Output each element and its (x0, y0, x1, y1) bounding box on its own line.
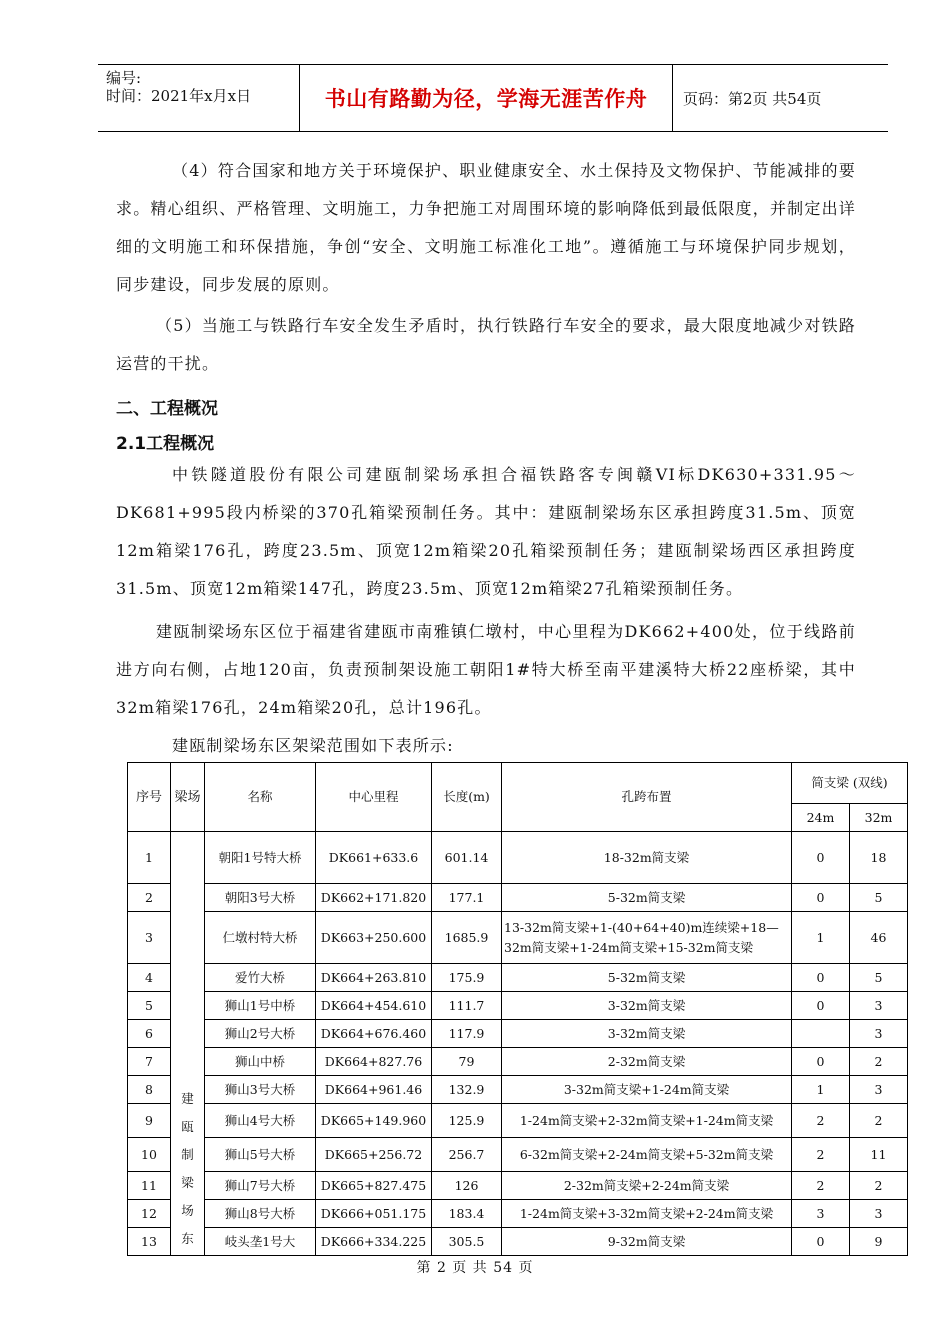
cell-mileage: DK665+256.72 (316, 1138, 432, 1172)
cell-mileage: DK662+171.820 (316, 884, 432, 912)
header-32m: 32m (850, 804, 908, 832)
cell-span: 2-32m简支梁 (502, 1048, 792, 1076)
cell-no: 4 (128, 964, 171, 992)
cell-name: 朝阳1号特大桥 (205, 832, 316, 884)
table-row (128, 1076, 908, 1104)
cell-name: 狮山7号大桥 (205, 1172, 316, 1200)
cell-name: 朝阳3号大桥 (205, 884, 316, 912)
cell-length: 183.4 (432, 1200, 502, 1228)
section-heading-2-1: 2.1工程概况 (116, 434, 215, 454)
cell-length: 1685.9 (432, 912, 502, 964)
header-length: 长度(m) (432, 763, 502, 832)
cell-mileage: DK666+334.225 (316, 1228, 432, 1256)
header-page-info: 页码：第2页 共54页 (683, 89, 822, 108)
cell-mileage: DK661+633.6 (316, 832, 432, 884)
cell-span: 13-32m简支梁+1-(40+64+40)m连续梁+18—32m简支梁+1-24m简支梁+15-32m简支梁 (502, 912, 792, 964)
cell-length: 175.9 (432, 964, 502, 992)
cell-mileage: DK666+051.175 (316, 1200, 432, 1228)
cell-length: 125.9 (432, 1104, 502, 1138)
cell-mileage: DK664+454.610 (316, 992, 432, 1020)
table-row (128, 964, 908, 992)
cell-span: 18-32m简支梁 (502, 832, 792, 884)
section-heading-2: 二、工程概况 (116, 399, 218, 419)
cell-name: 狮山2号大桥 (205, 1020, 316, 1048)
cell-24m: 2 (792, 1104, 850, 1138)
cell-32m: 3 (850, 992, 908, 1020)
cell-32m: 2 (850, 1104, 908, 1138)
cell-no: 6 (128, 1020, 171, 1048)
cell-span: 5-32m简支梁 (502, 964, 792, 992)
cell-24m: 2 (792, 1138, 850, 1172)
cell-no: 3 (128, 912, 171, 964)
cell-32m: 3 (850, 1076, 908, 1104)
paragraph-4: （4）符合国家和地方关于环境保护、职业健康安全、水土保持及文物保护、节能减排的要求。精心组织、严格管理、文明施工，力争把施工对周围环境的影响降低到最低限度，并制定出详细的文明施工和环保措施，争创“安全、文明施工标准化工地”。遵循施工与环境保护同步规划，同步建设，同步发展的原则。 (116, 161, 856, 294)
table-row (128, 992, 908, 1020)
header-motto: 书山有路勤为径，学海无涯苦作舟 (300, 65, 673, 131)
cell-32m: 5 (850, 964, 908, 992)
table-row (128, 1048, 908, 1076)
cell-mileage: DK665+149.960 (316, 1104, 432, 1138)
table-row (128, 1020, 908, 1048)
cell-24m: 2 (792, 1172, 850, 1200)
header-simple-beam: 简支梁 (双线) (792, 763, 908, 804)
cell-24m: 0 (792, 1048, 850, 1076)
table-row (128, 884, 908, 912)
paragraph-5: （5）当施工与铁路行车安全发生矛盾时，执行铁路行车安全的要求，最大限度地减少对铁路运营的干扰。 (116, 316, 856, 373)
cell-24m: 0 (792, 964, 850, 992)
cell-span: 3-32m简支梁 (502, 992, 792, 1020)
table-row (128, 1228, 908, 1256)
cell-32m: 2 (850, 1172, 908, 1200)
cell-32m: 11 (850, 1138, 908, 1172)
table-body (128, 832, 908, 1256)
cell-length: 117.9 (432, 1020, 502, 1048)
cell-no: 12 (128, 1200, 171, 1228)
table-row (128, 912, 908, 964)
cell-24m: 1 (792, 1076, 850, 1104)
header-yard: 梁场 (171, 763, 205, 832)
date-label: 时间：2021年x月x日 (106, 87, 252, 105)
cell-32m: 9 (850, 1228, 908, 1256)
cell-no: 10 (128, 1138, 171, 1172)
cell-span: 9-32m简支梁 (502, 1228, 792, 1256)
cell-mileage: DK665+827.475 (316, 1172, 432, 1200)
cell-name: 狮山3号大桥 (205, 1076, 316, 1104)
table-caption: 建瓯制梁场东区架梁范围如下表所示: (172, 736, 454, 755)
cell-32m: 3 (850, 1200, 908, 1228)
cell-name: 狮山5号大桥 (205, 1138, 316, 1172)
cell-span: 3-32m简支梁+1-24m简支梁 (502, 1076, 792, 1104)
cell-name: 狮山4号大桥 (205, 1104, 316, 1138)
cell-24m (792, 1020, 850, 1048)
cell-32m: 18 (850, 832, 908, 884)
cell-24m: 1 (792, 912, 850, 964)
cell-no: 1 (128, 832, 171, 884)
cell-mileage: DK664+827.76 (316, 1048, 432, 1076)
intro-paragraph-1: 中铁隧道股份有限公司建瓯制梁场承担合福铁路客专闽赣VI标DK630+331.95～DK681+995段内桥梁的370孔箱梁预制任务。其中：建瓯制梁场东区承担跨度31.5m、顶宽12m箱梁176孔，跨度23.5m、顶宽12m箱梁20孔箱梁预制任务；建瓯制梁场西区承担跨度31.5m、顶宽12m箱梁147孔，跨度23.5m、顶宽12m箱梁27孔箱梁预制任务。 (116, 465, 856, 598)
cell-no: 13 (128, 1228, 171, 1256)
serial-label: 编号: (106, 69, 142, 87)
table-row (128, 1172, 908, 1200)
cell-32m: 5 (850, 884, 908, 912)
cell-32m: 3 (850, 1020, 908, 1048)
header-24m: 24m (792, 804, 850, 832)
cell-name: 狮山中桥 (205, 1048, 316, 1076)
cell-length: 132.9 (432, 1076, 502, 1104)
cell-no: 9 (128, 1104, 171, 1138)
cell-yard (171, 832, 205, 1256)
page-footer: 第 2 页 共 54 页 (416, 1260, 534, 1276)
cell-span: 1-24m简支梁+3-32m简支梁+2-24m简支梁 (502, 1200, 792, 1228)
intro-paragraph-2: 建瓯制梁场东区位于福建省建瓯市南雅镇仁墩村，中心里程为DK662+400处，位于线路前进方向右侧，占地120亩，负责预制架设施工朝阳1#特大桥至南平建溪特大桥22座桥梁，其中32m箱梁176孔，24m箱梁20孔，总计196孔。 (116, 622, 856, 717)
cell-32m: 2 (850, 1048, 908, 1076)
cell-length: 305.5 (432, 1228, 502, 1256)
header-meta (98, 65, 300, 131)
cell-24m: 0 (792, 884, 850, 912)
cell-name: 狮山1号中桥 (205, 992, 316, 1020)
cell-length: 256.7 (432, 1138, 502, 1172)
cell-length: 177.1 (432, 884, 502, 912)
page-header (98, 64, 888, 132)
header-name: 名称 (205, 763, 316, 832)
bridge-range-table (127, 762, 908, 1256)
cell-name: 仁墩村特大桥 (205, 912, 316, 964)
cell-span: 2-32m简支梁+2-24m简支梁 (502, 1172, 792, 1200)
table-row (128, 1200, 908, 1228)
cell-mileage: DK663+250.600 (316, 912, 432, 964)
cell-32m: 46 (850, 912, 908, 964)
table-row (128, 1104, 908, 1138)
cell-24m: 0 (792, 1228, 850, 1256)
cell-no: 11 (128, 1172, 171, 1200)
cell-mileage: DK664+263.810 (316, 964, 432, 992)
cell-mileage: DK664+676.460 (316, 1020, 432, 1048)
cell-no: 2 (128, 884, 171, 912)
cell-span: 1-24m简支梁+2-32m简支梁+1-24m简支梁 (502, 1104, 792, 1138)
header-no: 序号 (128, 763, 171, 832)
cell-24m: 3 (792, 1200, 850, 1228)
cell-no: 8 (128, 1076, 171, 1104)
cell-span: 3-32m简支梁 (502, 1020, 792, 1048)
header-span: 孔跨布置 (502, 763, 792, 832)
cell-no: 7 (128, 1048, 171, 1076)
cell-24m: 0 (792, 992, 850, 1020)
table-row (128, 1138, 908, 1172)
cell-span: 5-32m简支梁 (502, 884, 792, 912)
cell-mileage: DK664+961.46 (316, 1076, 432, 1104)
cell-24m: 0 (792, 832, 850, 884)
header-mileage: 中心里程 (316, 763, 432, 832)
yard-name: 建瓯制梁场东 (181, 1091, 194, 1246)
cell-length: 111.7 (432, 992, 502, 1020)
cell-length: 601.14 (432, 832, 502, 884)
cell-name: 狮山8号大桥 (205, 1200, 316, 1228)
cell-name: 爱竹大桥 (205, 964, 316, 992)
cell-length: 79 (432, 1048, 502, 1076)
cell-length: 126 (432, 1172, 502, 1200)
cell-no: 5 (128, 992, 171, 1020)
cell-name: 岐头垄1号大 (205, 1228, 316, 1256)
table-row (128, 832, 908, 884)
cell-span: 6-32m简支梁+2-24m简支梁+5-32m简支梁 (502, 1138, 792, 1172)
